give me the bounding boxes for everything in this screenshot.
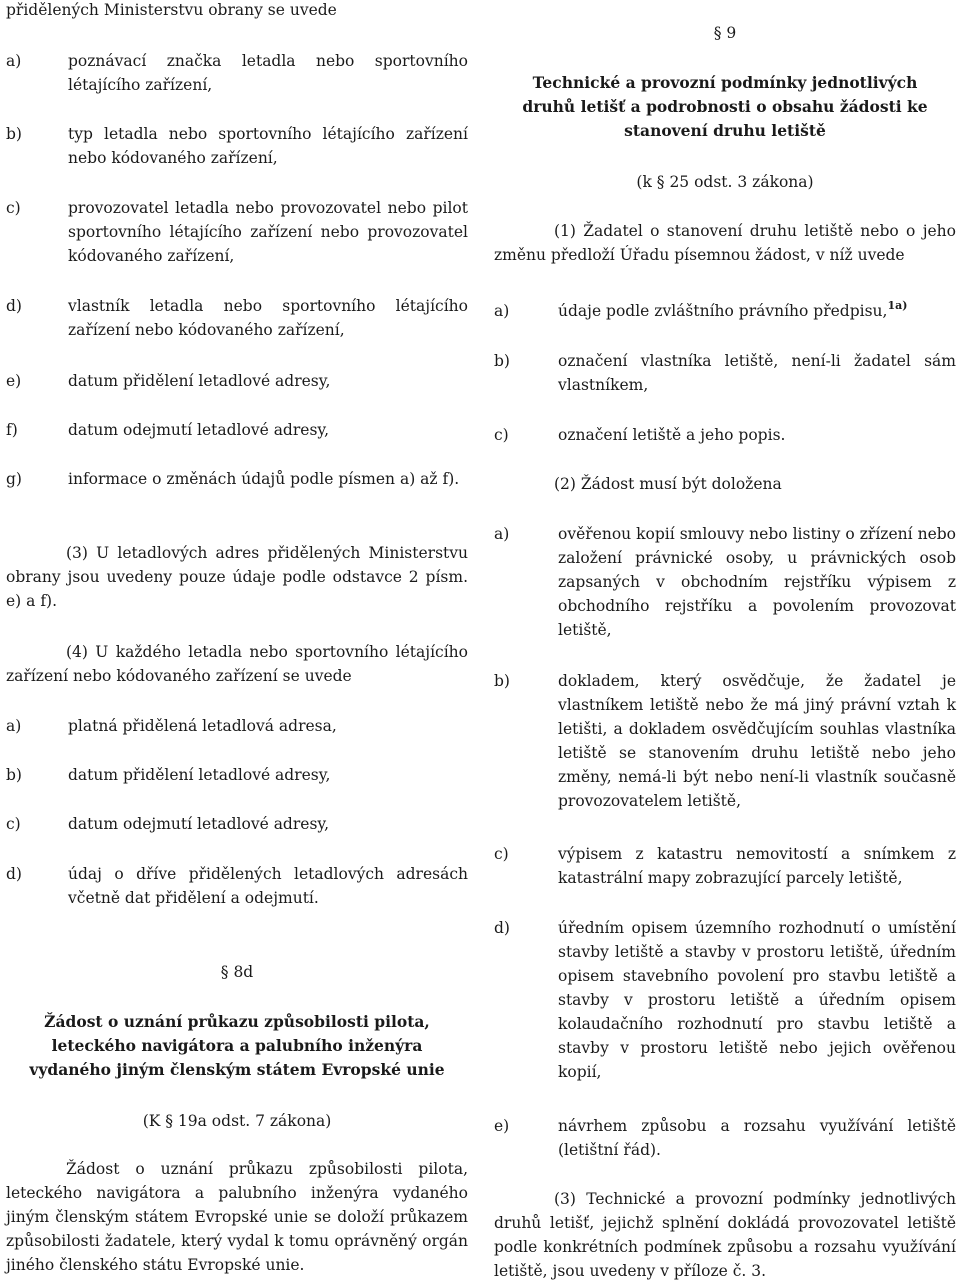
list-item-label: e) [494, 1117, 510, 1135]
list-item-label: a) [6, 717, 22, 735]
list-item [494, 423, 956, 447]
list-item [494, 842, 956, 890]
list-item [6, 467, 468, 491]
list-item-text: datum přidělení letadlové adresy, [68, 372, 331, 390]
list-item-label: b) [6, 766, 22, 784]
intro-text: přidělených Ministerstvu obrany se uvede [6, 1, 337, 19]
list-item [494, 299, 956, 323]
list-item-label: c) [6, 815, 21, 833]
paragraph-1: (1) Žadatel o stanovení druhu letiště nebo o jeho změnu předloží Úřadu písemnou žádost, v níž uvede [494, 222, 956, 264]
list-item-label: b) [6, 125, 22, 143]
section-reference: (K § 19a odst. 7 zákona) [142, 1112, 332, 1130]
list-item-label: c) [494, 426, 509, 444]
list-item-text: údaj o dříve přidělených letadlových adresách včetně dat přidělení a odejmutí. [68, 865, 468, 907]
paragraph-2: (2) Žádost musí být doložena [554, 475, 782, 493]
list-item-text: vlastník letadla nebo sportovního létajícího zařízení nebo kódovaného zařízení, [68, 297, 468, 339]
list-item-text: datum přidělení letadlové adresy, [68, 766, 331, 784]
list-item [6, 294, 468, 342]
list-item-text: typ letadla nebo sportovního létajícího zařízení nebo kódovaného zařízení, [68, 125, 468, 167]
list-item-label: d) [6, 297, 22, 315]
paragraph-3: (3) Technické a provozní podmínky jednotlivých druhů letišť, jejichž splnění dokládá provozovatel letiště podle konkrétních podmínek způsobu a rozsahu využívání letiště, jsou uvedeny v příloze č. 3. [494, 1190, 956, 1280]
paragraph-3: (3) U letadlových adres přidělených Ministerstvu obrany jsou uvedeny pouze údaje podle odstavce 2 písm. e) a f). [6, 544, 468, 610]
list-item-text [558, 299, 956, 323]
list-item-label: b) [494, 672, 510, 690]
list-item [6, 862, 468, 910]
list-item-label: c) [494, 845, 509, 863]
list-item [494, 522, 956, 642]
list-item-label: c) [6, 199, 21, 217]
list-item-label: b) [494, 352, 510, 370]
list-item [6, 369, 468, 393]
list-item-label: d) [6, 865, 22, 883]
section-number: § 9 [713, 24, 737, 42]
list-item-text-main: údaje podle zvláštního právního předpisu, [558, 302, 888, 320]
list-item [6, 812, 468, 836]
paragraph-4: (4) U každého letadla nebo sportovního létajícího zařízení nebo kódovaného zařízení se uvede [6, 643, 468, 685]
list-item-text: úředním opisem územního rozhodnutí o umístění stavby letiště a stavby v prostoru letiště, úředním opisem stavebního povolení pro stavbu letiště a stavby v prostoru letiště a úředním opisem kolaudačního rozhodnutí pro stavbu letiště a stavby v prostoru letiště nebo jejich ověřenou kopií, [558, 919, 956, 1081]
list-item [6, 49, 468, 97]
list-item [494, 916, 956, 1084]
list-item [494, 669, 956, 813]
list-item-text: informace o změnách údajů podle písmen a) až f). [68, 470, 460, 488]
section-title: Technické a provozní podmínky jednotlivých druhů letišť a podrobnosti o obsahu žádosti ke stanovení druhu letiště [522, 73, 928, 140]
list-item-text: poznávací značka letadla nebo sportovního létajícího zařízení, [68, 52, 468, 94]
list-item-text: označení vlastníka letiště, není-li žadatel sám vlastníkem, [558, 352, 956, 394]
section-reference: (k § 25 odst. 3 zákona) [636, 173, 814, 191]
list-item-label: a) [494, 302, 510, 320]
list-item [494, 349, 956, 397]
section-title: Žádost o uznání průkazu způsobilosti pilota, leteckého navigátora a palubního inženýra vydaného jiným členským státem Evropské unie [29, 1012, 445, 1079]
list-item-text: dokladem, který osvědčuje, že žadatel je vlastníkem letiště nebo že má jiný právní vztah k letišti, a dokladem osvědčujícím souhlas vlastníka letiště se stanovením druhu letiště nebo jeho změny, nemá-li být nebo není-li vlastník současně provozovatelem letiště, [558, 672, 956, 810]
list-item-text: provozovatel letadla nebo provozovatel nebo pilot sportovního létajícího zařízení nebo provozovatel kódovaného zařízení, [68, 199, 468, 265]
list-item-label: d) [494, 919, 510, 937]
list-item [6, 196, 468, 268]
list-item-label: f) [6, 421, 18, 439]
list-item [6, 714, 468, 738]
list-item [494, 1114, 956, 1162]
list-item [6, 763, 468, 787]
list-item-text: datum odejmutí letadlové adresy, [68, 815, 330, 833]
list-item [6, 122, 468, 170]
list-item-text: platná přidělená letadlová adresa, [68, 717, 337, 735]
list-item-label: a) [6, 52, 22, 70]
list-item-label: a) [494, 525, 510, 543]
list-item-text: návrhem způsobu a rozsahu využívání letiště (letištní řád). [558, 1117, 956, 1159]
section-number: § 8d [220, 963, 254, 981]
section-body: Žádost o uznání průkazu způsobilosti pilota, leteckého navigátora a palubního inženýra vydaného jiným členským státem Evropské unie se doloží průkazem způsobilosti žadatele, který vydal k tomu oprávněný orgán jiného členského státu Evropské unie. [6, 1160, 468, 1274]
list-item-text: datum odejmutí letadlové adresy, [68, 421, 330, 439]
footnote-ref[interactable]: 1a) [887, 299, 908, 312]
list-item [6, 418, 468, 442]
list-item-label: e) [6, 372, 22, 390]
list-item-text: ověřenou kopií smlouvy nebo listiny o zřízení nebo založení právnické osoby, u právnických osob zapsaných v obchodním rejstříku výpisem z obchodního rejstříku a povolením provozovat letiště, [558, 525, 956, 639]
list-item-text: označení letiště a jeho popis. [558, 426, 786, 444]
list-item-text: výpisem z katastru nemovitostí a snímkem z katastrální mapy zobrazující parcely letiště, [558, 845, 956, 887]
list-item-label: g) [6, 470, 22, 488]
